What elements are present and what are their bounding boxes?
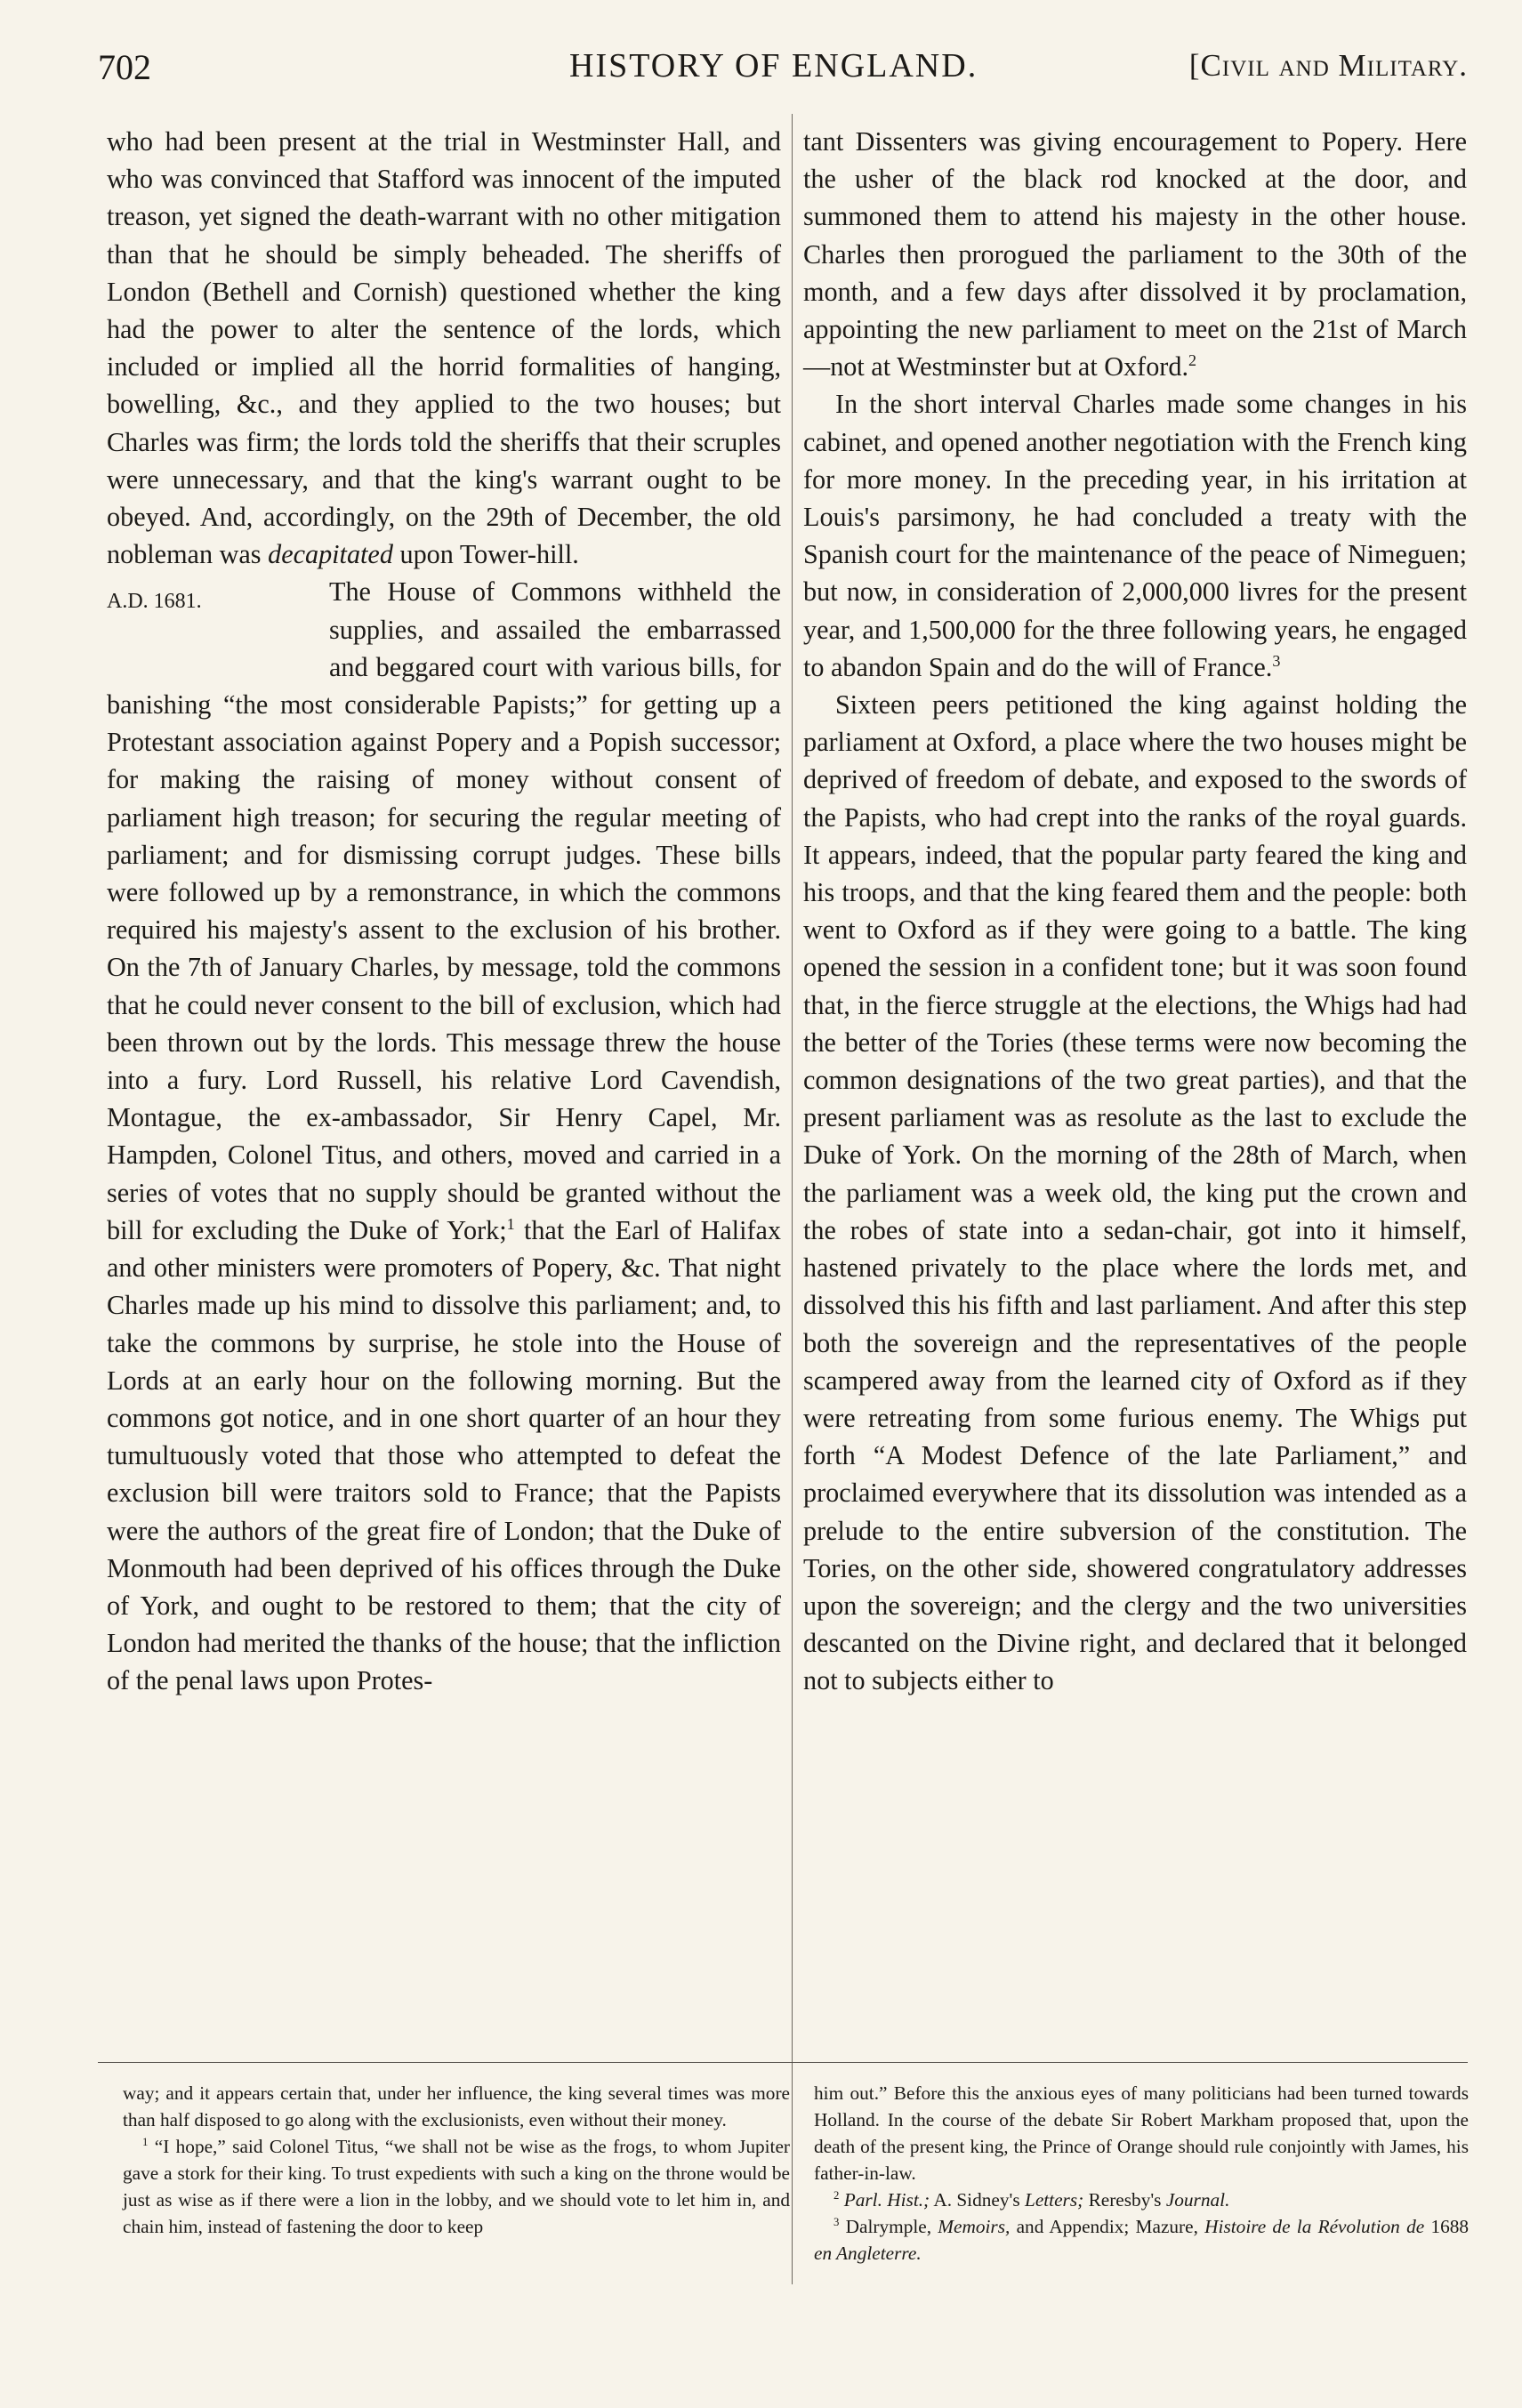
paragraph-text: upon Tower-hill. <box>399 539 579 570</box>
footnote-number: 1 <box>142 2135 149 2148</box>
citation-title: Journal. <box>1165 2189 1230 2211</box>
citation-title: en Angleterre. <box>814 2243 922 2264</box>
citation-title: Letters; <box>1024 2189 1084 2211</box>
footnotes-right <box>814 2080 1469 2267</box>
paragraph <box>107 123 781 573</box>
footnote-text: him out.” Before this the anxious eyes of many politicians had been turned towards Holland. In the course of the debate Sir Robert Markham proposed that, upon the death of the present king, the Prince of Orange should rule conjointly with James, his father-in-law. <box>814 2082 1469 2184</box>
column-divider <box>792 114 793 2284</box>
paragraph-text: The House of Commons withheld the supplies, and assailed the embarrassed and beggared court with various bills, for banishing “the most considerable Papists;” for getting up a Protestant association against Popery and a Popish successor; for making the raising of money without consent of parliament high treason; for securing the regular meeting of parliament; and for dismissing corrupt judges. These bills were followed up by a remonstrance, in which the commons required his majesty's assent to the exclusion of his brother. On the 7th of January Charles, by message, told the commons that he could never consent to the bill of exclusion, which had been thrown out by the lords. This message threw the house into a fury. Lord Russell, his relative Lord Cavendish, Montague, the ex-ambassador, Sir Henry Capel, Mr. Hampden, Colonel Titus, and others, moved and carried in a series of votes that no supply should be granted without the bill for excluding the Duke of York; <box>107 576 781 1245</box>
citation-text: Reresby's <box>1088 2189 1162 2211</box>
paragraph <box>803 385 1467 686</box>
paragraph-text: that the Earl of Halifax and other ministers were promoters of Popery, &c. That night Charles made up his mind to dissolve this parliament; and, to take the commons by surprise, he stole into the House of Lords at an early hour on the following morning. But the commons got notice, and in one short quarter of an hour they tumultuously voted that those who attempted to defeat the exclusion bill were traitors sold to France; that the Papists were the authors of the great fire of London; that the Duke of Monmouth had been deprived of his offices through the Duke of York, and ought to be restored to them; that the city of London had merited the thanks of the house; that the infliction of the penal laws upon Protes- <box>107 1214 782 1696</box>
footnote-marker: 3 <box>1272 651 1281 670</box>
paragraph-text: In the short interval Charles made some changes in his cabinet, and opened another negotiation with the French king for more money. In the preceding year, in his irritation at Louis's parsimony, he had concluded a treaty with the Spanish court for the maintenance of the peace of Nimeguen; but now, in consideration of 2,000,000 livres for the present year, and 1,500,000 for the three following years, he engaged to abandon Spain and do the will of France. <box>803 389 1467 682</box>
footnote <box>814 2080 1469 2187</box>
footnotes-left <box>123 2080 790 2240</box>
paragraph <box>107 573 781 1699</box>
footnote-number: 2 <box>833 2188 840 2202</box>
citation-title: Memoirs, <box>938 2216 1011 2237</box>
footnote-marker: 2 <box>1188 351 1197 370</box>
running-title: HISTORY OF ENGLAND. <box>569 47 978 85</box>
citation-text: 1688 <box>1430 2216 1470 2237</box>
paragraph-text: tant Dissenters was giving encouragement to Popery. Here the usher of the black rod knocked at the door, and summoned them to attend his majesty in the other house. Charles then prorogued the parliament to the 30th of the month, and a few days after dissolved it by proclamation, appointing the new parliament to meet on the 21st of March—not at Westminster but at Oxford. <box>803 126 1467 383</box>
citation-text: A. Sidney's <box>933 2189 1020 2211</box>
citation-text: and Appendix; Mazure, <box>1016 2216 1198 2237</box>
side-note-date: A.D. 1681. <box>107 590 202 614</box>
footnote-text: way; and it appears certain that, under her influence, the king several times was more than half disposed to go along with the exclusionists, even without their money. <box>123 2082 790 2130</box>
footnote-rule <box>98 2062 1468 2063</box>
citation-title: Histoire de la Révolution de <box>1204 2216 1425 2237</box>
paragraph-text: who had been present at the trial in Westminster Hall, and who was convinced that Stafford was innocent of the imputed treason, yet signed the death-warrant with no other mitigation than that he should be simply beheaded. The sheriffs of London (Bethell and Cornish) questioned whether the king had the power to alter the sentence of the lords, which included or implied all the horrid formalities of hanging, bowelling, &c., and they applied to the two houses; but Charles was firm; the lords told the sheriffs that their scruples were unnecessary, and that the king's warrant ought to be obeyed. And, accordingly, on the 29th of December, the old nobleman was <box>107 126 781 570</box>
footnote <box>123 2080 790 2133</box>
page-header <box>98 46 1468 100</box>
footnote <box>814 2213 1469 2267</box>
paragraph-text: Sixteen peers petitioned the king against holding the parliament at Oxford, a place where the two houses might be deprived of freedom of debate, and exposed to the swords of the Papists, who had crept into the ranks of the royal guards. It appears, indeed, that the popular party feared the king and his troops, and that the king feared them and the people: both went to Oxford as if they were going to a battle. The king opened the session in a confident tone; but it was soon found that, in the fierce struggle at the elections, the Whigs had had the better of the Tories (these terms were now becoming the common designations of the two great parties), and that the present parliament was as resolute as the last to exclude the Duke of York. On the morning of the 28th of March, when the parliament was a week old, the king put the crown and the robes of state into a sedan-chair, got into it himself, hastened privately to the place where the lords met, and dissolved this his fifth and last parliament. And after this step both the sovereign and the representatives of the people scampered away from the learned city of Oxford as if they were retreating from some furious enemy. The Whigs put forth “A Modest Defence of the late Parliament,” and proclaimed everywhere that its dissolution was intended as a prelude to the entire subversion of the constitution. The Tories, on the other side, showered congratulatory addresses upon the sovereign; and the clergy and the two universities descanted on the Divine right, and declared that it belonged not to subjects either to <box>803 689 1467 1696</box>
citation-text: Dalrymple, <box>845 2216 932 2237</box>
italic-text: decapitated <box>268 539 393 570</box>
footnote <box>123 2133 790 2240</box>
footnote <box>814 2187 1469 2213</box>
citation-title: Parl. Hist.; <box>843 2189 930 2211</box>
page-number: 702 <box>98 47 151 87</box>
footnote-text: “I hope,” said Colonel Titus, “we shall not be wise as the frogs, to whom Jupiter gave a stork for their king. To trust expedients with such a king on the throne would be just as wise as if there were a lion in the lobby, and we should vote to let him in, and chain him, instead of fastening the door to keep <box>123 2136 790 2237</box>
footnote-marker: 1 <box>506 1214 515 1233</box>
right-column <box>803 123 1467 1700</box>
left-column <box>107 123 781 1700</box>
paragraph <box>803 686 1467 1699</box>
paragraph <box>803 123 1467 385</box>
footnote-number: 3 <box>833 2215 840 2228</box>
section-title: [Civil and Military. <box>1188 48 1468 83</box>
